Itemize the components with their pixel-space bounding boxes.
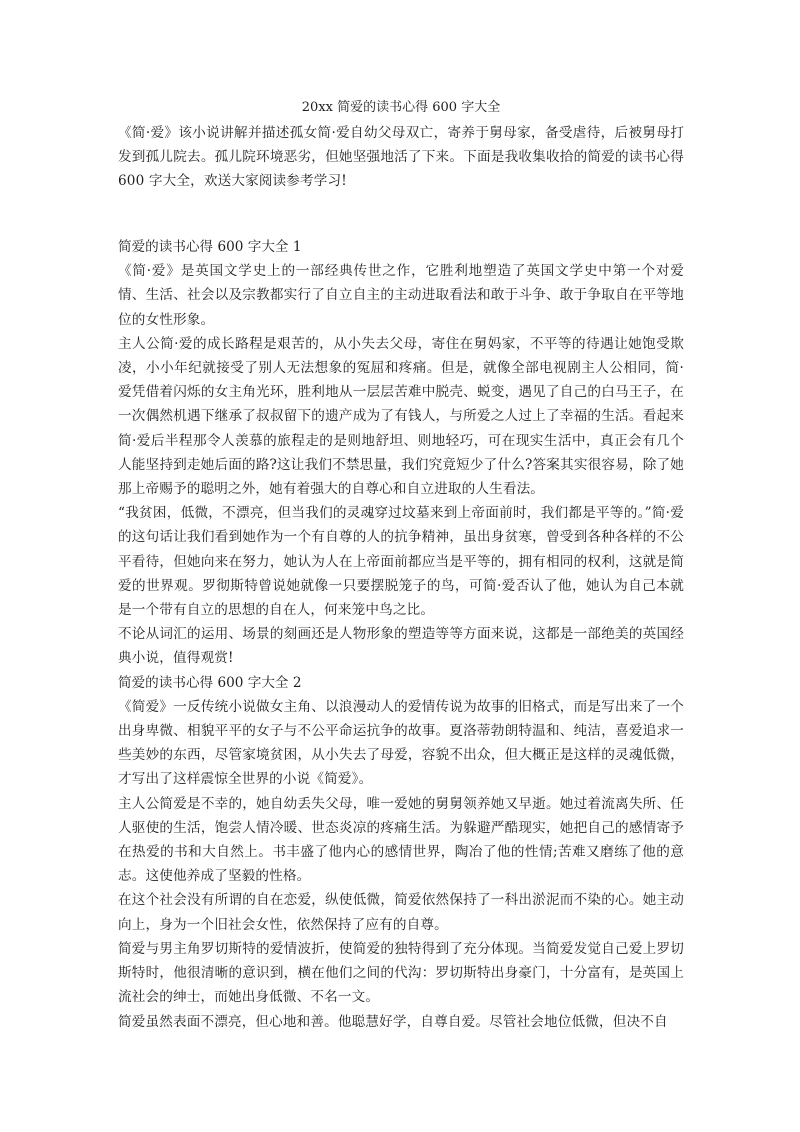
- body-paragraph: 简爱虽然表面不漂亮，但心地和善。他聪慧好学，自尊自爱。尽管社会地位低微，但决不自: [118, 1013, 668, 1030]
- intro-paragraph: 《简·爱》该小说讲解并描述孤女简·爱自幼父母双亡，寄养于舅母家，备受虐待，后被舅母打发到孤儿院去。孤儿院环境恶劣，但她坚强地活了下来。下面是我收集收拾的简爱的读书心得 600 字大全，欢送大家阅读参考学习!: [118, 125, 684, 190]
- body-paragraph: 主人公简爱是不幸的，她自幼丢失父母，唯一爱她的舅舅领养她又早逝。她过着流离失所、任人驱使的生活，饱尝人情冷暖、世态炎凉的疼痛生活。为躲避严酷现实，她把自己的感情寄予在热爱的书和大自然上。书丰盛了他内心的感情世界，陶冶了他的性情;苦难又磨练了他的意志。这使他养成了坚毅的性格。: [118, 795, 684, 885]
- body-paragraph: 《简·爱》是英国文学史上的一部经典传世之作，它胜利地塑造了英国文学史中第一个对爱情、生活、社会以及宗教都实行了自立自主的主动进取看法和敢于斗争、敢于争取自在平等地位的女性形象。: [118, 263, 684, 328]
- body-paragraph: 主人公简·爱的成长路程是艰苦的，从小失去父母，寄住在舅妈家，不平等的待遇让她饱受欺凌，小小年纪就接受了别人无法想象的冤屈和疼痛。但是，就像全部电视剧主人公相同，简·爱凭借着闪烁的女主角光环，胜利地从一层层苦难中脱壳、蜕变，遇见了自己的白马王子，在一次偶然机遇下继承了叔叔留下的遗产成为了有钱人，与所爱之人过上了幸福的生活。看起来简·爱后半程那令人羡慕的旅程走的是则地舒坦、则地轻巧，可在现实生活中，真正会有几个人能坚持到走她后面的路?这让我们不禁思量，我们究竟短少了什么?答案其实很容易，除了她那上帝赐予的聪明之外，她有着强大的自尊心和自立进取的人生看法。: [118, 335, 684, 498]
- document-title: 20xx 简爱的读书心得 600 字大全: [301, 100, 501, 115]
- section-heading: 简爱的读书心得 600 字大全 1: [118, 239, 302, 255]
- section-heading: 简爱的读书心得 600 字大全 2: [118, 674, 302, 691]
- intro-block: [118, 121, 684, 194]
- body-paragraph: 在这个社会没有所谓的自在恋爱，纵使低微，简爱依然保持了一科出淤泥而不染的心。她主动向上，身为一个旧社会女性，依然保持了应有的自尊。: [118, 892, 684, 933]
- body-paragraph: 《简爱》一反传统小说做女主角、以浪漫动人的爱情传说为故事的旧格式，而是写出来了一个出身卑微、相貌平平的女子与不公平命运抗争的故事。夏洛蒂勃朗特温和、纯洁，喜爱追求一些美妙的东西，尽管家境贫困，从小失去了母爱，容貌不出众，但大概正是这样的灵魂低微，才写出了这样震惊全世界的小说《简爱》。: [118, 698, 684, 788]
- section-1: [118, 235, 684, 671]
- body-paragraph: 简爱与男主角罗切斯特的爱情波折，使简爱的独特得到了充分体现。当简爱发觉自己爱上罗切斯特时，他很清晰的意识到，横在他们之间的代沟：罗切斯特出身豪门，十分富有，是英国上流社会的绅士，而她出身低微、不名一文。: [118, 940, 684, 1006]
- section-2: [118, 671, 684, 1034]
- document-body: [118, 235, 684, 1034]
- body-paragraph: “我贫困，低微，不漂亮，但当我们的灵魂穿过坟墓来到上帝面前时，我们都是平等的。”简·爱的这句话让我们看到她作为一个有自尊的人的抗争精神，虽出身贫寒，曾受到各种各样的不公平看待，但她向来在努力，她认为人在上帝面前都应当是平等的，拥有相同的权利，这就是简爱的世界观。罗彻斯特曾说她就像一只要摆脱笼子的鸟，可简·爱否认了他，她认为自己本就是一个带有自立的思想的自在人，何来笼中鸟之比。: [118, 505, 684, 619]
- body-paragraph: 不论从词汇的运用、场景的刻画还是人物形象的塑造等等方面来说，这都是一部绝美的英国经典小说，值得观赏!: [118, 626, 684, 667]
